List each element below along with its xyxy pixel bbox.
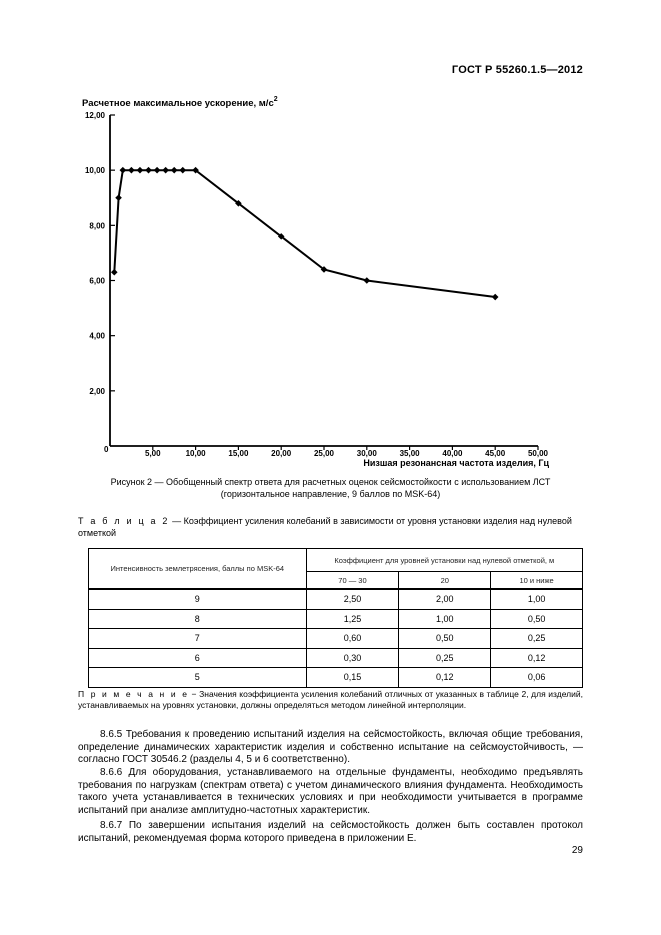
data-point xyxy=(364,277,371,284)
table-cell: 6 xyxy=(89,648,307,668)
data-point xyxy=(128,167,135,174)
table-row xyxy=(89,668,583,688)
y-tick-label: 10,00 xyxy=(84,166,105,176)
x-tick-label: 45,00 xyxy=(485,449,506,458)
x-tick-label: 15,00 xyxy=(228,449,249,458)
x-tick-label: 35,00 xyxy=(399,449,420,458)
table-cell: 0,12 xyxy=(399,668,491,688)
data-point xyxy=(492,294,499,301)
x-tick-label: 25,00 xyxy=(313,449,335,458)
table-cell: 0,25 xyxy=(491,629,583,649)
table-cell: 0,50 xyxy=(491,609,583,629)
series-line xyxy=(114,170,495,297)
y-tick-label: 8,00 xyxy=(89,221,105,231)
table-cell: 0,30 xyxy=(306,648,399,668)
table-row xyxy=(89,589,583,609)
y-tick-label: 12,00 xyxy=(84,111,105,120)
table-cell: 7 xyxy=(89,629,307,649)
table-cell: 5 xyxy=(89,668,307,688)
table-cell: 0,50 xyxy=(399,629,491,649)
x-tick-label: 20,00 xyxy=(271,449,292,458)
table-row xyxy=(89,629,583,649)
table-cell: 0,06 xyxy=(491,668,583,688)
table-cell: 0,12 xyxy=(491,648,583,668)
x-tick-label: 50,00 xyxy=(527,449,549,458)
data-point xyxy=(145,167,152,174)
figure-caption: Рисунок 2 — Обобщенный спектр ответа для расчетных оценок сейсмостойкости с использованием ЛСТ (горизонтальное направление, 9 баллов по MSK-64) xyxy=(110,477,551,499)
chart-ylabel xyxy=(82,96,278,109)
ylabel-text: Расчетное максимальное ускорение, м/с xyxy=(82,98,274,109)
data-point xyxy=(120,167,127,174)
x-tick-label: 10,00 xyxy=(185,449,206,458)
chart-xlabel: Низшая резонансная частота изделия, Гц xyxy=(363,458,549,468)
ylabel-superscript: 2 xyxy=(273,96,278,103)
data-point xyxy=(154,167,161,174)
col-header-level-20: 20 xyxy=(399,572,491,590)
x-tick-label: 30,00 xyxy=(356,449,377,458)
x-tick-labels xyxy=(145,446,549,458)
table-cell: 9 xyxy=(89,589,307,609)
paragraph-8-6-5: 8.6.5 Требования к проведению испытаний изделия на сейсмостойкость, включая общие требования, определение динамических характеристик изделия и собственно испытание на сейсмоустойчивость, — согласно ГОСТ 30546.2 (разделы 4, 5 и 6 соответственно). xyxy=(78,729,583,765)
chart-origin-label: 0 xyxy=(104,445,109,454)
coefficient-table xyxy=(88,548,583,688)
page-number: 29 xyxy=(571,845,583,856)
table-title-text: — Коэффициент усиления колебаний в зависимости от уровня установки изделия над нулевой отметкой xyxy=(78,516,572,538)
table-cell: 1,00 xyxy=(491,589,583,609)
table-cell: 2,50 xyxy=(306,589,399,609)
data-point xyxy=(111,269,118,276)
x-tick-label: 40,00 xyxy=(442,449,463,458)
document-code: ГОСТ Р 55260.1.5—2012 xyxy=(451,64,583,76)
data-point xyxy=(137,167,144,174)
paragraph-8-6-6: 8.6.6 Для оборудования, устанавливаемого на отдельные фундаменты, необходимо предъявлять требования по нагрузкам (спектрам ответа) с учетом динамического влияния фундамента. Необходимость такого учета устанавливается в технических условиях и при необходимости учитывается в программе испытаний при анализе амплитудно-частотных характеристик. xyxy=(78,767,583,816)
chart-axes xyxy=(110,115,538,446)
table-cell: 1,25 xyxy=(306,609,399,629)
note-text: − Значения коэффициента усиления колебаний отличных от указанных в таблице 2, для изделий, устанавливаемых на уровнях установки, должны определяться методом линейной интерполяции. xyxy=(78,689,583,710)
data-point xyxy=(115,194,122,201)
x-tick-label: 5,00 xyxy=(145,449,161,458)
table-title xyxy=(78,515,583,539)
table-title-prefix: Т а б л и ц а 2 xyxy=(78,516,170,526)
table-cell: 0,15 xyxy=(306,668,399,688)
note-prefix: П р и м е ч а н и е xyxy=(78,689,189,699)
col-header-level-70-30: 70 — 30 xyxy=(306,572,399,590)
col-header-level-10: 10 и ниже xyxy=(491,572,583,590)
data-point xyxy=(162,167,169,174)
table-cell: 8 xyxy=(89,609,307,629)
data-point xyxy=(179,167,186,174)
data-point xyxy=(171,167,178,174)
table-note xyxy=(78,689,583,711)
y-tick-label: 6,00 xyxy=(89,276,105,286)
y-tick-label: 2,00 xyxy=(89,386,105,396)
table-cell: 2,00 xyxy=(399,589,491,609)
y-tick-label: 4,00 xyxy=(89,331,105,341)
col-header-intensity: Интенсивность землетрясения, баллы по MSK-64 xyxy=(89,549,307,590)
table-cell: 0,60 xyxy=(306,629,399,649)
series-response-spectrum xyxy=(111,167,499,300)
table-cell: 1,00 xyxy=(399,609,491,629)
table-row xyxy=(89,648,583,668)
paragraph-8-6-7: 8.6.7 По завершении испытания изделий на сейсмостойкость должен быть составлен протокол испытаний, рекомендуемая форма которого приведена в приложении Е. xyxy=(78,820,583,844)
table-cell: 0,25 xyxy=(399,648,491,668)
table-row xyxy=(89,609,583,629)
col-header-group: Коэффициент для уровней установки над нулевой отметкой, м xyxy=(306,549,582,572)
